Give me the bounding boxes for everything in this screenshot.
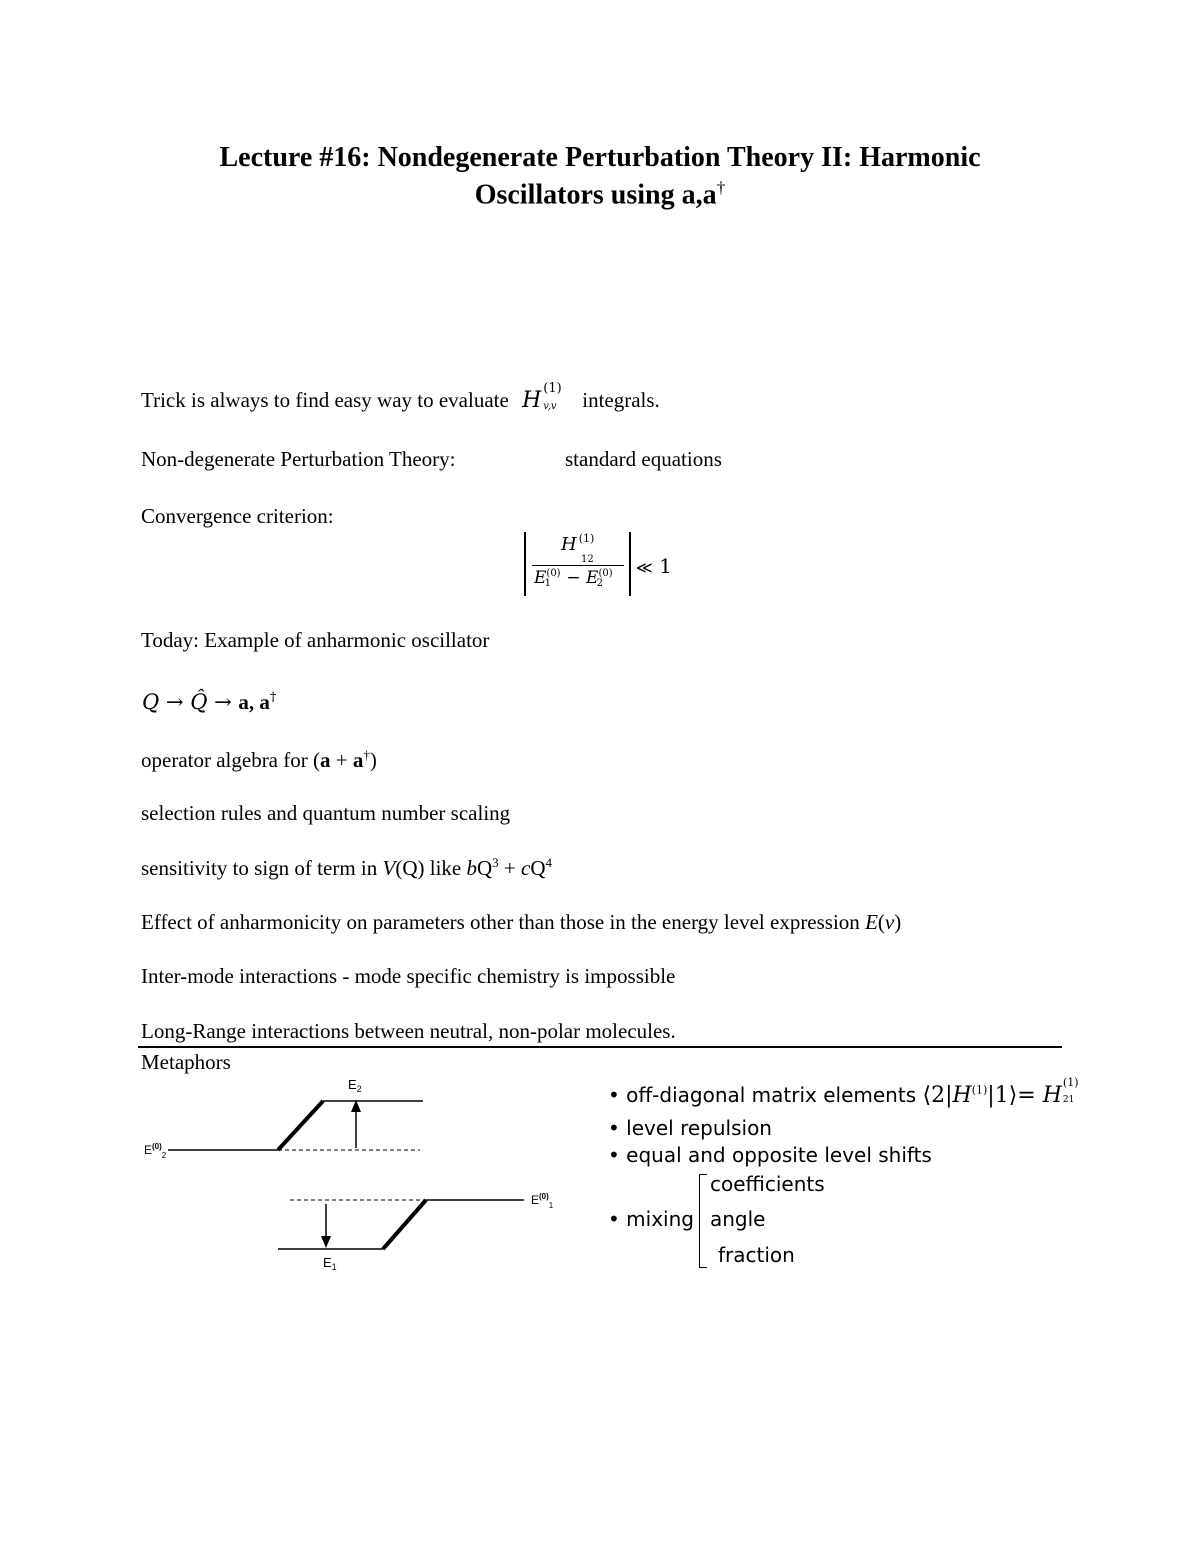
intermode-line: Inter-mode interactions - mode specific chemistry is impossible: [141, 964, 676, 988]
b1-open: ⟨2: [922, 1083, 946, 1108]
today-line: Today: Example of anharmonic oscillator: [141, 628, 490, 652]
conv-E1-sup: (0): [546, 568, 561, 579]
chain-Q-hat: Q̂: [190, 690, 208, 714]
b1-text: • off-diagonal matrix elements: [608, 1083, 923, 1107]
sens-plus: +: [498, 856, 522, 880]
b1-bar1: |: [945, 1083, 953, 1108]
sens-c: c: [521, 856, 531, 880]
effect-line: [141, 910, 901, 935]
conv-E2-sub: 2: [596, 578, 603, 589]
opalg-a2: a: [352, 748, 364, 772]
effect-open: (: [877, 910, 885, 934]
bracket-top: [700, 1174, 707, 1175]
bullet-level-repulsion: • level repulsion: [608, 1116, 772, 1140]
title-line-1: Lecture #16: Nondegenerate Perturbation Theory II: Harmonic: [219, 142, 981, 173]
b1-H2: H: [1042, 1083, 1062, 1108]
mixing-item-coefficients: coefficients: [710, 1172, 825, 1196]
b1-close: 1⟩: [994, 1083, 1018, 1108]
bullet-level-shifts: • equal and opposite level shifts: [608, 1143, 932, 1167]
bracket-bottom: [700, 1267, 707, 1268]
conv-minus: −: [566, 568, 581, 588]
conv-E2-sup: (0): [598, 568, 613, 579]
effect-E: E: [865, 910, 878, 934]
effect-v: v: [884, 910, 895, 934]
upper-ramp: [278, 1101, 323, 1150]
mixing-bracket: [699, 1174, 708, 1268]
bullet-matrix-elements: [608, 1076, 1082, 1108]
fraction-bar: [532, 565, 624, 566]
lower-ramp: [383, 1200, 426, 1249]
sensitivity-line: [141, 855, 552, 881]
trick-H-sub: v,v: [543, 401, 557, 412]
label-E02: $E^{(0)}_2$: [144, 1142, 167, 1160]
conv-rel: ≪: [636, 558, 653, 577]
label-E1: $E_1$: [323, 1255, 337, 1272]
chain-a-adagger: a, a: [238, 690, 270, 714]
conv-one: 1: [659, 554, 672, 578]
conv-relation: [636, 554, 672, 578]
up-arrow-head: [351, 1100, 361, 1112]
page-title-line-2: [0, 178, 1200, 211]
sens-b: b: [466, 856, 477, 880]
b1-braket: [922, 1076, 1081, 1108]
operator-algebra-line: [141, 747, 377, 773]
opalg-dagger: †: [363, 747, 370, 762]
b1-H-sup: (1): [971, 1083, 988, 1097]
conv-H: H: [561, 534, 577, 555]
effect-close: ): [894, 910, 902, 934]
trick-after: integrals.: [582, 388, 660, 412]
b1-H: H: [952, 1083, 972, 1108]
longrange-line: Long-Range interactions between neutral, non-polar molecules.: [141, 1019, 676, 1043]
label-E01: $E^{(0)}_1$: [531, 1192, 554, 1210]
conv-H-sub: 12: [581, 554, 594, 565]
opalg-a: a: [319, 748, 331, 772]
section-divider: [138, 1046, 1062, 1048]
down-arrow-head: [321, 1236, 331, 1248]
conv-E1: E: [534, 568, 547, 588]
trick-text: Trick is always to find easy way to evaluate: [141, 388, 509, 412]
trick-H: H: [522, 388, 542, 413]
label-E2: $E_2$: [348, 1077, 362, 1094]
b1-H2-sub: 21: [1062, 1095, 1075, 1105]
abs-bar-right: [629, 532, 631, 596]
convergence-label: Convergence criterion:: [141, 504, 334, 528]
page-title: [0, 142, 1200, 174]
sens-exp-4: 4: [545, 855, 553, 870]
opalg-plus: +: [330, 748, 353, 772]
chain-arrow-1: →: [165, 690, 184, 714]
sens-Q4: Q: [530, 856, 546, 880]
mixing-item-fraction: fraction: [718, 1243, 795, 1267]
sens-V: V: [382, 856, 396, 880]
fraction-denominator: [534, 568, 613, 589]
mixing-item-angle: angle: [710, 1207, 766, 1231]
sens-exp-3: 3: [492, 855, 499, 870]
operator-chain: [142, 690, 276, 715]
ndpt-value: standard equations: [565, 447, 722, 471]
trick-H-term: [522, 381, 570, 413]
bullet-mixing: • mixing: [608, 1207, 694, 1231]
b1-eq: =: [1017, 1083, 1043, 1108]
title-dagger: †: [716, 178, 726, 197]
level-repulsion-diagram: [130, 1070, 590, 1280]
b1-H2-sup: (1): [1062, 1076, 1079, 1089]
ndpt-label: Non-degenerate Perturbation Theory:: [141, 447, 456, 471]
trick-line: [141, 381, 660, 413]
abs-bar-left: [524, 532, 526, 596]
sens-text: sensitivity to sign of term in: [141, 856, 383, 880]
fraction-numerator: [561, 532, 595, 565]
opalg-close: ): [369, 748, 377, 772]
effect-text: Effect of anharmonicity on parameters other than those in the energy level expression: [141, 910, 866, 934]
convergence-equation: [524, 530, 674, 600]
selection-rules-line: selection rules and quantum number scaling: [141, 801, 511, 825]
sens-Q3: Q: [476, 856, 493, 880]
conv-H-sup: (1): [578, 532, 595, 545]
b1-bar2: |: [987, 1083, 995, 1108]
trick-H-sup: (1): [543, 381, 562, 396]
conv-E2: E: [586, 568, 599, 588]
conv-E1-sub: 1: [544, 578, 551, 589]
sens-mid: (Q) like: [395, 856, 467, 880]
chain-dagger: †: [269, 690, 277, 705]
chain-arrow-2: →: [214, 690, 232, 714]
metaphors-heading: Metaphors: [141, 1050, 231, 1074]
chain-Q: Q: [142, 690, 160, 714]
title-line-2: Oscillators using a,a: [474, 179, 717, 211]
opalg-text: operator algebra for (: [141, 748, 320, 772]
